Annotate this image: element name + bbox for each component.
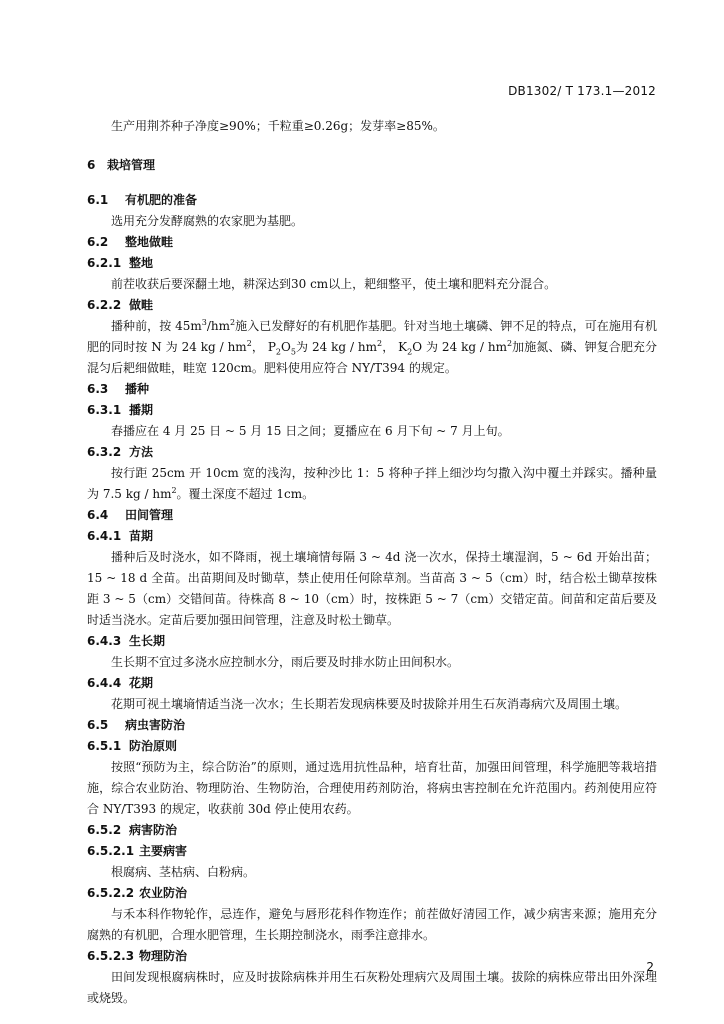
section-6-5-2-1-text: 根腐病、茎枯病、白粉病。: [111, 865, 256, 879]
section-number: 6.1: [87, 193, 109, 207]
section-title: 农业防治: [139, 886, 188, 900]
section-title: 主要病害: [139, 844, 188, 858]
section-number: 6.5.2.3: [87, 949, 135, 963]
section-number: 6.4.4: [87, 676, 122, 690]
section-title: 整地做畦: [125, 235, 174, 249]
section-title: 做畦: [129, 298, 154, 312]
section-title: 栽培管理: [107, 158, 156, 172]
section-number: 6.4: [87, 508, 109, 522]
section-title: 病害防治: [129, 823, 178, 837]
section-6-2-1-text: 前茬收获后要深翻土地，耕深达到30 cm以上，耙细整平，使土壤和肥料充分混合。: [111, 277, 557, 291]
text-run: 按行距 25cm 开 10cm 宽的浅沟，按种沙比 1：5 将种子拌上细沙均匀撒入沟中覆土并踩实。播种量为 7.5 kg / hm: [87, 466, 657, 501]
section-6-4-1-text: 播种后及时浇水，如不降雨，视土壤墒情每隔 3 ~ 4d 浇一次水，保持土壤湿润，5 ~ 6d 开始出苗；15 ~ 18 d 全苗。出苗期间及时锄草，禁止使用任何除草剂。当苗高 3 ~ 5（cm）时，结合松土锄草按株距 3 ~ 5（cm）交错间苗。待株高 8 ~ 10（cm）时，按株距 5 ~ 7（cm）交错定苗。间苗和定苗后要及时适当浇水。定苗后要加强田间管理，注意及时松土锄草。: [87, 550, 657, 627]
section-title: 生长期: [129, 634, 166, 648]
section-title: 有机肥的准备: [125, 193, 198, 207]
page-number: 2: [646, 960, 654, 974]
section-number: 6.3: [87, 382, 109, 396]
section-title: 防治原则: [129, 739, 178, 753]
text-run: 加施氮、磷、钾复合肥充分混匀后耙细做畦，畦宽 120cm。肥料使用应符合 NY/T394 的规定。: [87, 340, 657, 375]
section-6-5-2-3-heading: [87, 946, 657, 967]
section-6-2-1-heading: [87, 253, 657, 274]
section-title: 物理防治: [139, 949, 188, 963]
text-run: /hm: [206, 319, 231, 333]
text-run: ， K: [382, 340, 408, 354]
section-6-5-heading: [87, 715, 657, 736]
superscript: 2: [377, 339, 383, 348]
section-title: 苗期: [129, 529, 154, 543]
section-6-4-3-text: 生长期不宜过多浇水应控制水分，雨后要及时排水防止田间积水。: [111, 655, 460, 669]
section-6-5-2-3-text: 田间发现根腐病株时，应及时拔除病株并用生石灰粉处理病穴及周围土壤。拔除的病株应带出田外深埋或烧毁。: [87, 970, 657, 1005]
section-6-3-2-heading: [87, 442, 657, 463]
section-number: 6.3.2: [87, 445, 122, 459]
section-number: 6.2.2: [87, 298, 122, 312]
section-number: 6.4.1: [87, 529, 122, 543]
section-number: 6.5.2: [87, 823, 122, 837]
superscript: 2: [230, 318, 236, 327]
section-6-1-text: 选用充分发酵腐熟的农家肥为基肥。: [111, 214, 304, 228]
section-number: 6.2: [87, 235, 109, 249]
section-number: 6.5.2.2: [87, 886, 135, 900]
section-6-4-3-heading: [87, 631, 657, 652]
subscript: 5: [290, 347, 296, 357]
text-run: O 为 24 kg / hm: [412, 340, 507, 354]
text-run: 施入已发酵好的有机肥作基肥。针对当地土壤磷、钾不足的特点，可在施用有机肥的同时按 N 为 24 kg / hm: [87, 319, 657, 354]
section-6-3-heading: [87, 379, 657, 400]
section-number: 6.5.1: [87, 739, 122, 753]
section-6-3-2-text: [87, 463, 657, 505]
section-title: 播种: [125, 382, 150, 396]
section-6-4-1-heading: [87, 526, 657, 547]
section-6-4-heading: [87, 505, 657, 526]
section-6-1-heading: [87, 190, 657, 211]
section-6-2-2-text: [87, 316, 657, 379]
section-6-5-2-2-text: 与禾本科作物轮作，忌连作，避免与唇形花科作物连作；前茬做好清园工作，减少病害来源；施用充分腐熟的有机肥，合理水肥管理，生长期控制浇水，雨季注意排水。: [87, 907, 657, 942]
superscript: 3: [201, 318, 207, 327]
superscript: 2: [246, 339, 252, 348]
section-number: 6.5: [87, 718, 109, 732]
text-run: ， P: [251, 340, 276, 354]
section-title: 方法: [129, 445, 154, 459]
section-6-3-1-heading: [87, 400, 657, 421]
intro-line: 生产用荆芥种子净度≥90%；千粒重≥0.26g；发芽率≥85%。: [111, 119, 445, 133]
text-run: 。覆土深度不超过 1cm。: [176, 487, 315, 501]
section-6-5-2-1-heading: [87, 841, 657, 862]
section-number: 6.4.3: [87, 634, 122, 648]
superscript: 2: [171, 486, 177, 495]
section-title: 播期: [129, 403, 154, 417]
document-body: [87, 116, 657, 1009]
section-6-5-1-heading: [87, 736, 657, 757]
section-title: 整地: [129, 256, 154, 270]
section-6-heading: [87, 155, 657, 176]
document-code-header: DB1302/ T 173.1—2012: [508, 84, 656, 98]
section-number: 6.5.2.1: [87, 844, 135, 858]
subscript: 2: [275, 347, 281, 357]
section-6-3-1-text: 春播应在 4 月 25 日 ~ 5 月 15 日之间；夏播应在 6 月下旬 ~ 7 月上旬。: [111, 424, 510, 438]
section-title: 田间管理: [125, 508, 174, 522]
section-6-4-4-text: 花期可视土壤墒情适当浇一次水；生长期若发现病株要及时拔除并用生石灰消毒病穴及周围土壤。: [111, 697, 628, 711]
section-6-5-1-text: 按照“预防为主，综合防治”的原则，通过选用抗性品种，培育壮苗，加强田间管理，科学施肥等栽培措施，综合农业防治、物理防治、生物防治，合理使用药剂防治，将病虫害控制在允许范围内。药剂使用应符合 NY/T393 的规定，收获前 30d 停止使用农药。: [87, 760, 657, 816]
section-title: 病虫害防治: [125, 718, 186, 732]
section-6-2-2-heading: [87, 295, 657, 316]
text-run: 为 24 kg / hm: [295, 340, 378, 354]
section-number: 6: [87, 158, 96, 172]
text-run: 播种前，按 45m: [111, 319, 202, 333]
section-title: 花期: [129, 676, 154, 690]
section-number: 6.3.1: [87, 403, 122, 417]
section-6-5-2-heading: [87, 820, 657, 841]
section-6-4-4-heading: [87, 673, 657, 694]
section-number: 6.2.1: [87, 256, 122, 270]
superscript: 2: [506, 339, 513, 348]
subscript: 2: [407, 347, 413, 357]
section-6-5-2-2-heading: [87, 883, 657, 904]
section-6-2-heading: [87, 232, 657, 253]
text-run: O: [281, 340, 291, 354]
